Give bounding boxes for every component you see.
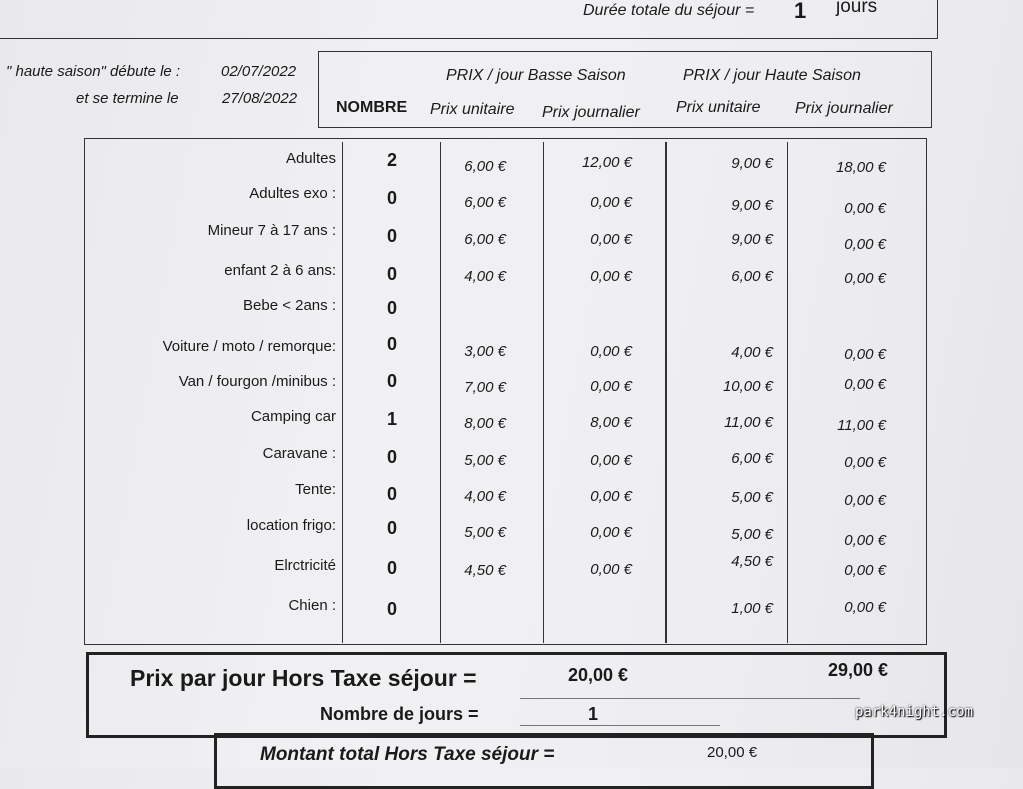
high-daily-price: 0,00 € [844, 562, 886, 579]
low-daily-price: 12,00 € [581, 154, 632, 171]
high-unit-price: 6,00 € [731, 450, 773, 467]
high-unit-price: 6,00 € [731, 268, 773, 285]
row-label: Voiture / moto / remorque: [162, 338, 336, 355]
row-count: 0 [386, 518, 397, 538]
row-label: Chien : [288, 597, 336, 614]
low-unit-price: 4,00 € [464, 268, 506, 285]
low-daily-price: 0,00 € [590, 194, 632, 211]
days-label: Nombre de jours = [320, 704, 479, 724]
high-unit-price: 4,50 € [731, 553, 773, 570]
low-unit-price: 4,00 € [464, 488, 506, 505]
row-label: Mineur 7 à 17 ans : [207, 222, 336, 239]
high-daily-price: 18,00 € [835, 159, 886, 176]
per-day-low: 20,00 € [568, 665, 629, 685]
row-count: 0 [386, 298, 397, 318]
high-daily-price: 0,00 € [844, 454, 886, 471]
low-daily-price: 0,00 € [590, 378, 632, 395]
row-count: 0 [386, 371, 397, 391]
total-label: Montant total Hors Taxe séjour = [260, 744, 555, 765]
column-divider [543, 142, 544, 643]
column-divider [665, 142, 667, 643]
header-high-unit: Prix unitaire [676, 99, 761, 116]
season-start-label: " haute saison" débute le : [6, 63, 181, 80]
low-unit-price: 6,00 € [464, 158, 506, 175]
low-daily-price: 0,00 € [590, 452, 632, 469]
header-low-daily: Prix journalier [542, 104, 640, 121]
low-daily-price: 0,00 € [590, 488, 632, 505]
low-daily-price: 0,00 € [590, 561, 632, 578]
high-unit-price: 1,00 € [731, 600, 773, 617]
duration-label: Durée totale du séjour = [583, 2, 755, 19]
low-unit-price: 6,00 € [464, 231, 506, 248]
row-count: 0 [386, 188, 397, 208]
low-unit-price: 8,00 € [464, 415, 506, 432]
high-daily-price: 11,00 € [837, 417, 886, 434]
header-high-season: PRIX / jour Haute Saison [683, 67, 861, 84]
total-value: 20,00 € [707, 744, 758, 761]
season-end-label: et se termine le [76, 90, 179, 107]
high-daily-price: 0,00 € [844, 532, 886, 549]
header-nombre: NOMBRE [336, 99, 408, 116]
duration-value: 1 [794, 0, 807, 23]
days-value: 1 [588, 704, 599, 724]
low-unit-price: 6,00 € [464, 194, 506, 211]
low-unit-price: 5,00 € [464, 524, 506, 541]
high-unit-price: 9,00 € [731, 197, 773, 214]
low-daily-price: 8,00 € [590, 414, 632, 431]
high-daily-price: 0,00 € [844, 376, 886, 393]
season-start-date: 02/07/2022 [221, 63, 297, 80]
row-label: Adultes exo : [249, 185, 336, 202]
row-count: 1 [386, 409, 397, 429]
per-day-label: Prix par jour Hors Taxe séjour = [130, 665, 477, 691]
row-count: 0 [386, 334, 397, 354]
row-count: 0 [386, 447, 397, 467]
low-daily-price: 0,00 € [590, 524, 632, 541]
low-daily-price: 0,00 € [590, 268, 632, 285]
low-unit-price: 3,00 € [464, 343, 506, 360]
high-unit-price: 10,00 € [722, 378, 773, 395]
days-underline [520, 725, 720, 726]
high-daily-price: 0,00 € [844, 492, 886, 509]
high-unit-price: 5,00 € [731, 526, 773, 543]
high-daily-price: 0,00 € [844, 599, 886, 616]
low-unit-price: 7,00 € [464, 379, 506, 396]
high-unit-price: 11,00 € [724, 414, 773, 431]
duration-unit: jours [836, 0, 878, 17]
row-label: Camping car [250, 408, 336, 425]
row-label: enfant 2 à 6 ans: [224, 262, 336, 279]
high-daily-price: 0,00 € [844, 346, 886, 363]
watermark-logo: park4night.com [854, 704, 973, 720]
row-label: Caravane : [262, 445, 336, 462]
high-daily-price: 0,00 € [844, 236, 886, 253]
high-unit-price: 4,00 € [731, 344, 773, 361]
row-label: Van / fourgon /minibus : [178, 373, 336, 390]
row-label: Bebe < 2ans : [243, 297, 336, 314]
high-unit-price: 5,00 € [731, 489, 773, 506]
high-daily-price: 0,00 € [844, 200, 886, 217]
header-low-unit: Prix unitaire [430, 101, 515, 118]
per-day-high: 29,00 € [828, 660, 889, 680]
per-day-underline [520, 698, 860, 699]
row-count: 0 [386, 558, 397, 578]
row-count: 0 [386, 599, 397, 619]
row-count: 0 [386, 264, 397, 284]
season-end-date: 27/08/2022 [222, 90, 298, 107]
row-label: location frigo: [246, 517, 336, 534]
high-daily-price: 0,00 € [844, 270, 886, 287]
low-daily-price: 0,00 € [590, 231, 632, 248]
low-daily-price: 0,00 € [590, 343, 632, 360]
row-count: 0 [386, 484, 397, 504]
header-low-season: PRIX / jour Basse Saison [446, 67, 626, 84]
row-count: 2 [386, 150, 397, 170]
row-count: 0 [386, 226, 397, 246]
low-unit-price: 5,00 € [464, 452, 506, 469]
column-divider [342, 142, 343, 643]
low-unit-price: 4,50 € [464, 562, 506, 579]
row-label: Elrctricité [274, 557, 336, 574]
row-label: Adultes [285, 150, 336, 167]
high-unit-price: 9,00 € [731, 231, 773, 248]
row-label: Tente: [295, 481, 336, 498]
column-divider [787, 142, 788, 643]
header-high-daily: Prix journalier [795, 100, 893, 117]
high-unit-price: 9,00 € [731, 155, 773, 172]
